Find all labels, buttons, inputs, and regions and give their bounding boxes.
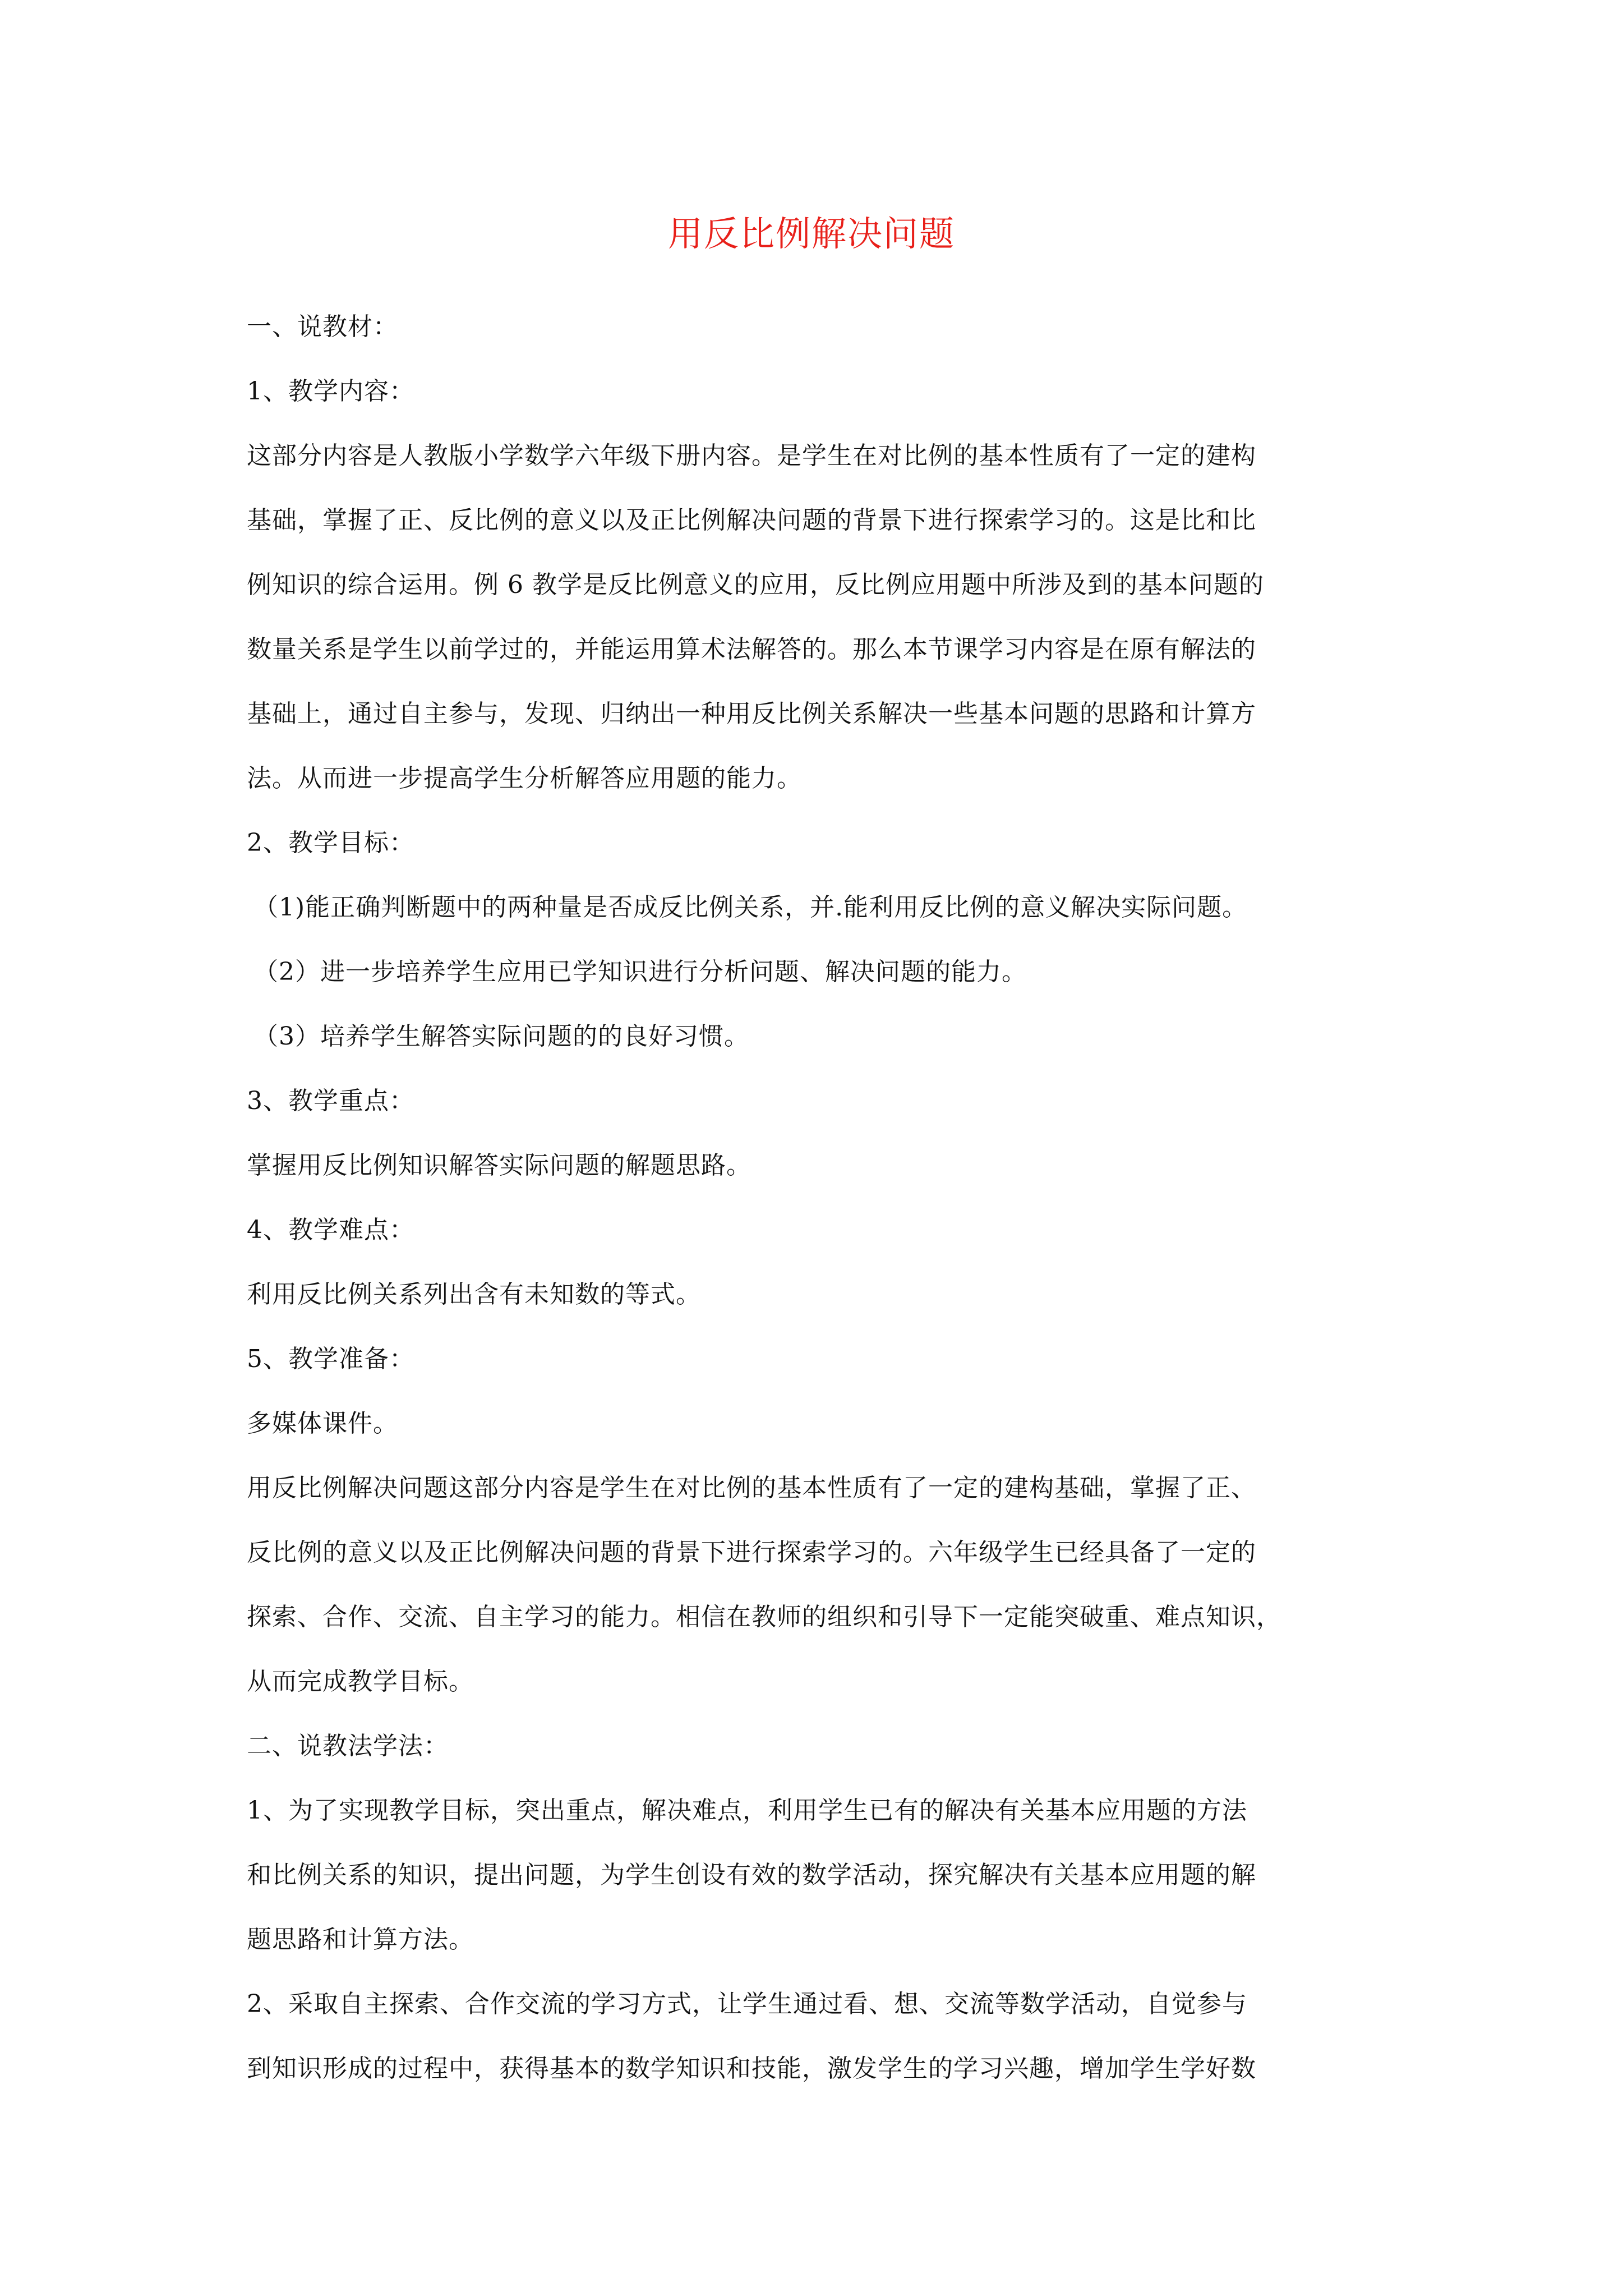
paragraph-line: 数量关系是学生以前学过的，并能运用算术法解答的。那么本节课学习内容是在原有解法的 [247, 635, 1256, 664]
paragraph-line: 和比例关系的知识，提出问题，为学生创设有效的数学活动，探究解决有关基本应用题的解 [247, 1861, 1256, 1889]
subsection-heading: 2、教学目标： [247, 829, 414, 857]
paragraph-line: 从而完成教学目标。 [247, 1667, 474, 1696]
subsection-heading: 3、教学重点： [247, 1087, 414, 1115]
paragraph-line: 1、为了实现教学目标，突出重点，解决难点，利用学生已有的解决有关基本应用题的方法 [247, 1796, 1247, 1825]
subsection-heading: 4、教学难点： [247, 1216, 414, 1244]
document-body [247, 295, 1391, 2101]
list-item: （1)能正确判断题中的两种量是否成反比例关系，并.能利用反比例的意义解决实际问题。 [253, 893, 1248, 922]
paragraph-line: 掌握用反比例知识解答实际问题的解题思路。 [247, 1151, 751, 1180]
list-item: （2）进一步培养学生应用已学知识进行分析问题、解决问题的能力。 [253, 958, 1027, 986]
paragraph-line: 反比例的意义以及正比例解决问题的背景下进行探索学习的。六年级学生已经具备了一定的 [247, 1538, 1256, 1567]
paragraph-line: 到知识形成的过程中，获得基本的数学知识和技能，激发学生的学习兴趣，增加学生学好数 [247, 2054, 1256, 2083]
paragraph-line: 基础，掌握了正、反比例的意义以及正比例解决问题的背景下进行探索学习的。这是比和比 [247, 506, 1256, 535]
paragraph-line: 用反比例解决问题这部分内容是学生在对比例的基本性质有了一定的建构基础，掌握了正、 [247, 1474, 1256, 1502]
paragraph-line: 题思路和计算方法。 [247, 1925, 474, 1954]
subsection-heading: 5、教学准备： [247, 1345, 414, 1373]
section-heading: 二、说教法学法： [247, 1732, 449, 1760]
paragraph-line: 法。从而进一步提高学生分析解答应用题的能力。 [247, 764, 802, 793]
section-heading: 一、说教材： [247, 312, 398, 341]
paragraph-line: 多媒体课件。 [247, 1409, 398, 1438]
paragraph-line: 2、采取自主探索、合作交流的学习方式，让学生通过看、想、交流等数学活动，自觉参与 [247, 1990, 1247, 2018]
paragraph-line: 探索、合作、交流、自主学习的能力。相信在教师的组织和引导下一定能突破重、难点知识， [247, 1603, 1281, 1631]
paragraph-line: 利用反比例关系列出含有未知数的等式。 [247, 1280, 701, 1309]
list-item: （3）培养学生解答实际问题的的良好习惯。 [253, 1022, 749, 1051]
paragraph-line: 这部分内容是人教版小学数学六年级下册内容。是学生在对比例的基本性质有了一定的建构 [247, 441, 1256, 470]
subsection-heading: 1、教学内容： [247, 377, 414, 406]
paragraph-line: 例知识的综合运用。例 6 教学是反比例意义的应用，反比例应用题中所涉及到的基本问题的 [247, 570, 1264, 599]
paragraph-line: 基础上，通过自主参与，发现、归纳出一种用反比例关系解决一些基本问题的思路和计算方 [247, 700, 1256, 728]
document-title: 用反比例解决问题 [667, 213, 955, 254]
